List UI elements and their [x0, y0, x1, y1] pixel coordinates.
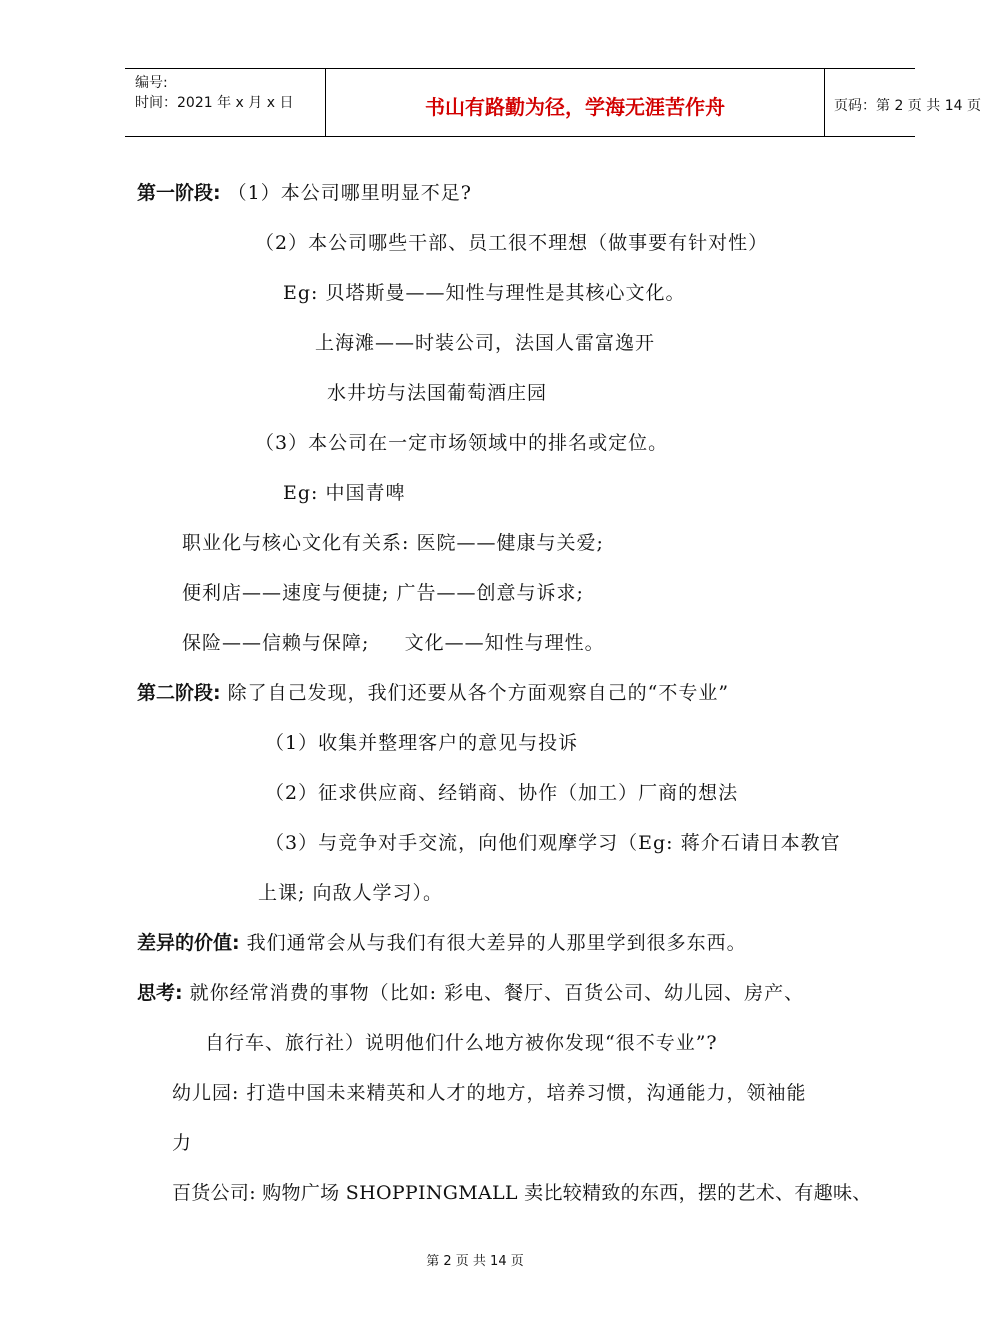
reflection-text-cont: 自行车、旅行社）说明他们什么地方被你发现“很不专业”?	[205, 1032, 718, 1054]
stage-one-heading: 第一阶段:	[137, 182, 221, 204]
header-slogan: 书山有路勤为径，学海无涯苦作舟	[425, 95, 725, 119]
header-page-cell	[824, 69, 981, 136]
stage-two-item-3: （3）与竞争对手交流，向他们观摩学习（Eg: 蒋介石请日本教官	[265, 832, 841, 854]
stage-two-intro: 除了自己发现，我们还要从各个方面观察自己的“不专业”	[227, 682, 730, 704]
page-header	[125, 68, 981, 137]
stage-two-item-3-cont: 上课; 向敌人学习）。	[258, 882, 443, 904]
stage-two-item-2: （2）征求供应商、经销商、协作（加工）厂商的想法	[265, 782, 739, 804]
number-label: 编号:	[135, 75, 168, 91]
example-tsingtao: Eg: 中国青啤	[283, 482, 406, 504]
kindergarten-line: 幼儿园: 打造中国未来精英和人才的地方，培养习惯，沟通能力，领袖能	[172, 1082, 807, 1104]
header-page-label: 页码：第 2 页 共 14 页	[834, 98, 981, 114]
stage-two-heading: 第二阶段:	[137, 682, 221, 704]
example-shanghai-tang: 上海滩——时装公司，法国人雷富逸开	[315, 332, 656, 354]
difference-value-heading: 差异的价值:	[137, 932, 240, 954]
stage-two-item-1: （1）收集并整理客户的意见与投诉	[265, 732, 579, 754]
reflection-line	[137, 981, 804, 1005]
professionalism-line-3: 保险——信赖与保障; 文化——知性与理性。	[182, 632, 605, 654]
reflection-heading: 思考:	[137, 982, 183, 1004]
stage-two-line	[137, 681, 729, 705]
example-swellfun: 水井坊与法国葡萄酒庄园	[327, 382, 548, 404]
kindergarten-line-cont: 力	[172, 1132, 193, 1154]
stage-one-item-1: （1）本公司哪里明显不足?	[227, 182, 472, 204]
professionalism-line-2: 便利店——速度与便捷; 广告——创意与诉求;	[182, 582, 584, 604]
header-slogan-cell	[325, 69, 825, 136]
time-label: 时间：2021 年 x 月 x 日	[135, 95, 294, 111]
difference-value-line	[137, 931, 747, 955]
professionalism-line-1: 职业化与核心文化有关系: 医院——健康与关爱;	[182, 532, 604, 554]
stage-one-item-3: （3）本公司在一定市场领域中的排名或定位。	[255, 432, 669, 454]
difference-value-text: 我们通常会从与我们有很大差异的人那里学到很多东西。	[246, 932, 747, 954]
header-meta	[125, 69, 325, 136]
page-footer: 第 2 页 共 14 页	[426, 1254, 524, 1269]
stage-one-item-2: （2）本公司哪些干部、员工很不理想（做事要有针对性）	[255, 232, 769, 254]
reflection-text: 就你经常消费的事物（比如: 彩电、餐厅、百货公司、幼儿园、房产、	[189, 982, 805, 1004]
department-store-line: 百货公司: 购物广场 SHOPPINGMALL 卖比较精致的东西，摆的艺术、有趣味、	[172, 1182, 872, 1204]
example-bertelsmann: Eg: 贝塔斯曼——知性与理性是其核心文化。	[283, 282, 686, 304]
stage-one-line	[137, 181, 472, 205]
